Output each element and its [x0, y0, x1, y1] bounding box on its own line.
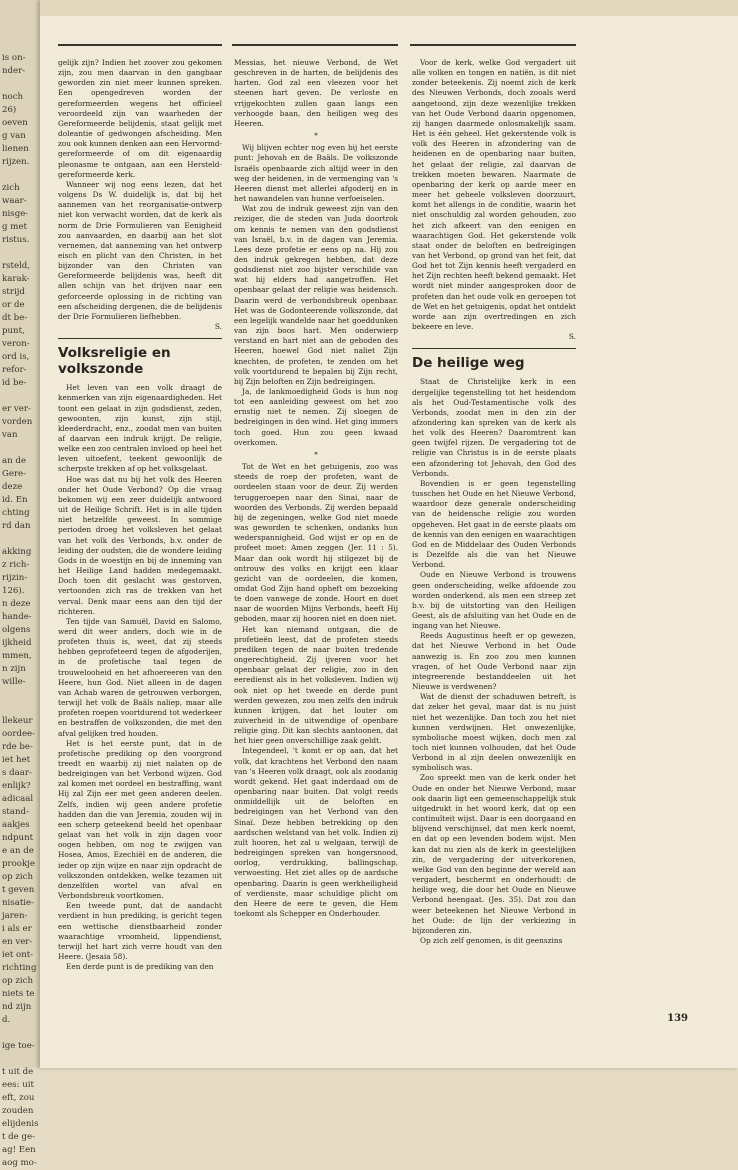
paragraph: Een tweede punt, dat de aandacht verdient in hun prediking, is gericht tegen een wettische dienstbaarheid zonder waarachtige vroomheid, lippendienst, terwijl het hart zich verre houdt van den Heere. (Jesaia 58). [58, 901, 222, 961]
fragment-line: t uit de [2, 1067, 34, 1077]
fragment-line: strijd [2, 287, 25, 297]
fragment-line: aakjes [2, 820, 30, 830]
fragment-line: hande- [2, 612, 32, 622]
fragment-line: noch [2, 92, 24, 102]
fragment-line: g met [2, 222, 27, 232]
fragment-line: zich [2, 183, 20, 193]
fragment-line: i als er [2, 924, 32, 934]
fragment-line: richting [2, 963, 37, 973]
fragment-line: rde be- [2, 742, 33, 752]
paragraph: Tot de Wet en het getuigenis, zoo was steeds de roep der profeten, want de oordeelen staan voor de deur. Zij werden teruggeroepen naar den Sinai, naar de woorden des Verbonds. Zij werden bepaald bij de zegeningen, welke God niet moede was geworden te schenken, ondanks hun wederspannigheid. God wijst er op en de profeet moet: Amen zeggen (Jer. 11 : 5). Maar dan ook wordt hij stilgezet bij de ontrouw des volks en krijgt een klaar gezicht van de oordeelen, die komen, omdat God Zijn hand opheft om bezoeking te doen vanwege de zonde. Hoort en doet naar de woorden Mijns Verbonds, heeft Hij geboden, maar zij hooren niet en doen niet. [234, 462, 398, 624]
paragraph: Een derde punt is de prediking van den [66, 962, 214, 972]
fragment-line: vorden [2, 417, 33, 427]
fragment-line: niets te [2, 989, 35, 999]
fragment-line: 126). [2, 586, 25, 596]
fragment-line: ag! Een [2, 1145, 36, 1155]
page-number: 139 [667, 1013, 688, 1024]
fragment-line [2, 533, 40, 546]
column-rule [410, 44, 576, 46]
section-divider: * [314, 131, 318, 141]
fragment-line: refor- [2, 365, 27, 375]
column-3 [412, 58, 576, 946]
paragraph: Oude en Nieuwe Verbond is trouwens geen onderscheiding, welke afdoende zou worden onderkend, als men een streep zet b.v. bij de uitstorting van den Heiligen Geest, als de afsluiting van het Oude en de ingang van het Nieuwe. [412, 570, 576, 631]
fragment-line: rd dan [2, 521, 31, 531]
paragraph: Op zich zelf genomen, is dit geenszins [420, 935, 563, 945]
fragment-line: nd zijn [2, 1002, 32, 1012]
fragment-line: ndpunt [2, 833, 34, 843]
column-2 [234, 58, 398, 919]
fragment-line: e an de [2, 846, 34, 856]
fragment-line: jaren- [2, 911, 28, 921]
fragment-line: veron- [2, 339, 30, 349]
paragraph: Integendeel, 't komt er op aan, dat het volk, dat krachtens het Verbond den naam van 's Heeren volk draagt, ook als zoodanig wordt gekend. Het gaat inderdaad om de openbaring naar buiten. Dat volgt reeds onmiddellijk uit de beloften en bedreigingen van het Verbond van den Sinaï. Deze hebben betrekking op den aardschen welstand van het volk. Indien zij zult hooren, het zal u welgaan, terwijl de bedreigingen spreken van hongersnood, oorlog, verdrukking, ballingschap, verwoesting. Het ziet alles op de aardsche openbaring. Daarin is geen werkheiligheid of verdienste, maar schuldige plicht om den Heere de eere te geven, die Hem toekomt als Schepper en Onderhouder. [234, 746, 398, 918]
fragment-line: s daar- [2, 768, 32, 778]
top-margin [40, 0, 738, 16]
page [40, 0, 738, 1068]
fragment-line: ige toe- [2, 1041, 35, 1051]
signature: S. [214, 322, 222, 332]
paragraph: Zoo spreekt men van de kerk onder het Oude en onder het Nieuwe Verbond, maar ook daarin ligt een gemeenschappelijk stuk uitgedrukt in het woord kerk, dat op een continuïteit wijst. Daar is een doorgaand en blijvend verschijnsel, dat men kerk noemt, en dat op een levenden bodem wijst. Men kan dat nu zien als de kerk in geestelijken zin, de vergadering der uitverkorenen, welke God van den beginne der wereld aan vergadert, beschermt en onderhoudt: de heilige weg, die door het Oude en Nieuwe Verbond heengaat. (Jes. 35). Dat zou dan weer beteekenen het Nieuwe Verbond in het Oude: de lijn der verkiezing in bijzonderen zin. [412, 773, 576, 935]
fragment-line: er ver- [2, 404, 31, 414]
fragment-line: prookje [2, 859, 35, 869]
fragment-line: nder- [2, 66, 26, 76]
fragment-line: rijzen. [2, 157, 30, 167]
fragment-line: nisge- [2, 209, 29, 219]
fragment-line: dt be- [2, 313, 28, 323]
fragment-line: en ver- [2, 937, 33, 947]
fragment-line: ristus. [2, 235, 30, 245]
fragment-line: stand- [2, 807, 29, 817]
fragment-line: chting [2, 508, 30, 518]
fragment-line: g van [2, 131, 26, 141]
fragment-line [2, 442, 40, 455]
fragment-line: or de [2, 300, 25, 310]
fragment-line: waar- [2, 196, 27, 206]
fragment-line: wille- [2, 677, 26, 687]
paragraph: Wij blijven echter nog even bij het eerste punt: Jehovah en de Baäls. De volkszonde Israëls openbaarde zich altijd weer in den weg der heidenen, in de vermenging van 's Heeren dienst met allerlei afgoderij en in het nawandelen van hunne verfoeiselen. [234, 143, 398, 204]
paragraph: Messias, het nieuwe Verbond, de Wet geschreven in de harten, de belijdenis des harten. God zal een vleezen voor het steenen hart geven. De verloste en vrijgekochten zullen gaan langs een verhoogde baan, den heiligen weg des Heeren. [234, 58, 398, 128]
fragment-line: nisatie- [2, 898, 35, 908]
fragment-line: mmen, [2, 651, 32, 661]
fragment-line: n deze [2, 599, 31, 609]
fragment-line: elijdenis [2, 1119, 39, 1129]
fragment-line: Gere- [2, 469, 27, 479]
fragment-line [2, 1053, 40, 1066]
fragment-line: an de [2, 456, 26, 466]
fragment-line: van [2, 430, 18, 440]
fragment-line: id be- [2, 378, 27, 388]
fragment-line: op zich [2, 976, 34, 986]
fragment-line: adicaal [2, 794, 34, 804]
column-rule [58, 44, 222, 46]
paragraph: Hoe was dat nu bij het volk des Heeren onder het Oude Verbond? Op die vraag bekomen wij een zeer duidelijk antwoord uit de Heilige Schrift. Het is in alle tijden niet hetzelfde geweest. In sommige perioden droeg het volksleven het gelaat van het volk des Verbonds, b.v. onder de leiding der oudsten, die de wondere leiding Gods in de woestijn en bij de inneming van het Heilige Land hadden medegemaakt. Doch toen dit geslacht was gestorven, vertoonden zich ras de trekken van het verval. Denk maar eens aan den tijd der richteren. [58, 474, 222, 616]
fragment-line: oeven [2, 118, 28, 128]
fragment-line: op zich [2, 872, 34, 882]
fragment-line: t geven [2, 885, 35, 895]
column-1 [58, 58, 222, 972]
fragment-line: ijkheid [2, 638, 32, 648]
fragment-line: id. En [2, 495, 28, 505]
fragment-line [2, 247, 40, 260]
fragment-line: iet het [2, 755, 31, 765]
fragment-line: olgens [2, 625, 31, 635]
fragment-line: ord is, [2, 352, 30, 362]
column-rule [232, 44, 398, 46]
fragment-line: lienen [2, 144, 29, 154]
fragment-line: z rich- [2, 560, 30, 570]
fragment-line: is on- [2, 53, 26, 63]
paragraph: Reeds Augustinus heeft er op gewezen, dat het Nieuwe Verbond in het Oude aanwezig is. En zoo zou men kunnen vragen, of het Oude Verbond naar zijn integreerende bestanddeelen uit het Nieuwe is verdwenen? [412, 631, 576, 692]
fragment-line: karak- [2, 274, 30, 284]
paragraph: Ja, de lankmoedigheid Gods is hun nog tot een aanleiding geweest om het zoo ernstig niet te nemen. Zij sloegen de bedreigingen in den wind. Het ging immers toch goed. Hun zou geen kwaad overkomen. [234, 387, 398, 447]
adjacent-page-edge [0, 0, 40, 1168]
article-heading: Volksreligie en volkszonde [58, 338, 222, 377]
fragment-line: eft, zou [2, 1093, 35, 1103]
paragraph: Het kan niemand ontgaan, die de profetieën leest, dat de profeten steeds prediken tegen de naar buiten tredende ongerechtigheid. Zij ijveren voor het openbaar gelaat der religie, zoo in den eeredienst als in het volksleven. Indien wij ook niet op het tweede en derde punt werden gewezen, zou men zelfs den indruk kunnen krijgen, dat het louter om zuiverheid in de uitwendige of openbare religie ging. Dit kan slechts aantoonen, dat het hier geen onverschillige zaak geldt. [234, 624, 398, 746]
paragraph: Bovendien is er geen tegenstelling tusschen het Oude en het Nieuwe Verbond, waardoor deze generale onderscheiding van de heidensche religie zou worden opgeheven. Het gaat in de eerste plaats om de kennis van den eenigen en waarachtigen God en de Middelaar des Ouden Verbonds is Dezelfde als die van het Nieuwe Verbond. [412, 478, 576, 570]
fragment-line: ees: uit [2, 1080, 34, 1090]
paragraph: Het leven van een volk draagt de kenmerken van zijn eigenaardigheden. Het toont een gelaat in zijn godsdienst, zeden, gewoonten, zijn kunst, zijn stijl, kleederdracht, enz., zoodat men van buiten af daarvan een indruk krijgt. De religie, welke een zoo centralen invloed op heel het leven uitoefent, teekent gewoonlijk de scherpste trekken af op het volksgelaat. [58, 383, 222, 474]
paragraph: Wat de dienst der schaduwen betreft, is dat zeker het geval, maar dat is nu juist niet het wezenlijke. Dan toch zou het niet kunnen verdwijnen. Het onwezenlijke, symbolische moest wijken, doch men zal toch niet kunnen volhouden, dat het Oude Verbond in al zijn deelen onwezenlijk en symbolisch was. [412, 692, 576, 773]
fragment-line: iet ont- [2, 950, 34, 960]
fragment-line [2, 78, 40, 91]
paragraph: Het is het eerste punt, dat in de profetische prediking op den voorgrond treedt en waarbij zij niet nalaten op de bedreigingen van het Verbond wijzen. God zal komen met oordeel en bestraffing, want Hij zal Zijn eer met geen anderen deelen. Zelfs, indien wij geen andere profetie hadden dan die van Jeremia, zouden wij in een scherp geteekend beeld het openbaar gelaat van het volk in zijn dagen voor oogen hebben, om nog te zwijgen van Hosea, Amos, Ezechiël en de anderen, die ieder op zijn wijze en naar zijn opdracht de volkszonden ontdekken, welke tezamen uit denzelfden wortel van afval en Verbondsbreuk voortkomen. [58, 738, 222, 901]
fragment-line: enlijk? [2, 781, 31, 791]
article-heading: De heilige weg [412, 348, 576, 371]
fragment-line: punt, [2, 326, 25, 336]
paragraph: Ten tijde van Samuël, David en Salomo, werd dit weer anders, doch wie in de profeten thuis is, weet, dat zij steeds hebben geprofeteerd tegen de afgoderijen, in de profetische taal tegen de trouwelooheid en het afhoereeren van den Heere, hun God. Niet alleen in de dagen van Achab waren de getrouwen verborgen, terwijl het volk de Baäls naliep, maar alle profeten roepen voortdurend tot wederkeer en bestraffen de volkszonden, die met den afval gelijken tred houden. [58, 616, 222, 738]
paragraph: Staat de Christelijke kerk in een dergelijke tegenstelling tot het heidendom als het Oud-Testamentische volk des Verbonds, zoodat men in den zin der afzondering kan spreken van de kerk als het volk des Heeren? Daaromtrent kan geen twijfel rijzen. De vergadering tot de religie van Christus is in de eerste plaats een afzondering tot Jehovah, den God des Verbonds. [412, 377, 576, 478]
fragment-line [2, 1027, 40, 1040]
fragment-line: deze [2, 482, 23, 492]
fragment-line: t de ge- [2, 1132, 35, 1142]
paragraph: gelijk zijn? Indien het zoover zou gekomen zijn, zou men daarvan in den gangbaar geworden zin niet meer kunnen spreken. Een opengedreven worden der gereformeerden wegens het officieel veroordeeld zijn van waarheden der Gereformeerde belijdenis, staat gelijk met doleantie of gedwongen afscheiding. Men zou ook kunnen denken aan een Hervormd-gereformeerde of om dit eigenaardig pleonasme te ontgaan, aan een Hersteld-gereformeerde kerk. [58, 58, 222, 179]
fragment-line: aog mo- [2, 1158, 37, 1168]
fragment-line [2, 390, 40, 403]
fragment-line: llekeur [2, 716, 33, 726]
fragment-line: oordee- [2, 729, 36, 739]
fragment-line: n zijn [2, 664, 26, 674]
fragment-line: zouden [2, 1106, 34, 1116]
fragment-line: rijzin- [2, 573, 28, 583]
fragment-line [2, 689, 40, 702]
fragment-line [2, 702, 40, 715]
section-divider: * [314, 449, 318, 459]
fragment-line [2, 169, 40, 182]
fragment-line: akking [2, 547, 32, 557]
fragment-line: 26) [2, 105, 17, 115]
signature: S. [568, 332, 576, 342]
paragraph: Wanneer wij nog eens lezen, dat het volgens Ds W. duidelijk is, dat bij het aannemen van het reorganisatie-ontwerp niet kon verwacht worden, dat de kerk als norm de Drie Formulieren van Eenigheid zou aanvaarden, en daarbij aan het slot vernemen, dat aanneming van het ontwerp eisch en plicht van den Christen, in het bijzonder van den Christen van Gereformeerde belijdenis was, heeft dit allen schijn van het drijven naar een geforceerde oplossing in de richting van een afscheiding dergenen, die de belijdenis der Drie Formulieren liefhebben. [58, 179, 222, 321]
fragment-line: d. [2, 1015, 11, 1025]
fragment-line: rsteld, [2, 261, 31, 271]
paragraph: Wat zou de indruk geweest zijn van den reiziger, die de steden van Juda doortrok om kennis te nemen van den godsdienst van Israël, b.v. in de dagen van Jeremia. Lees deze profetie er eens op na. Hij zou den indruk gekregen hebben, dat deze godsdienst niet zoo bijster verschilde van wat hij elders had aangetroffen. Het openbaar gelaat der religie was heidensch. Daarin werd de verbondsbreuk openbaar. Het was de Godonteerende volkszonde, dat een legelijk wandelde naar het goeddunken van zijn boos hart. Men onderwierp verstand en hart niet aan de geboden des Heeren, hoewel God niet naliet Zijn knechten, de profeten, te zenden om het volk voortdurend te bepalen bij Zijn recht, bij Zijn beloften en Zijn bedreigingen. [234, 204, 398, 386]
adjacent-page-fragments [0, 0, 40, 1170]
paragraph: Voor de kerk, welke God vergadert uit alle volken en tongen en natiën, is dit niet zonder beteekenis. Zij noemt zich de kerk des Nieuwen Verbonds, doch zooals werd aangetoond, zijn deze wezenlijke trekken van het Oude Verbond daarin opgenomen, zij hangen daarmede onlosmakelijk saam. Het is één geheel. Het gekerstende volk is volk des Heeren in afzondering van de heidenen en de openbaring naar buiten, het gelaat der religie, zal daarvan de trekken moeten bewaren. Naarmate de openbaring der kerk op aarde meer en meer het geheele volksleven doorzuurt, komt het allengs in de conditie, waarin het niet onschuldig zal worden gehouden, zoo het zich afkeert van den eenigen en waarachtigen God. Het gekerstende volk staat onder de beloften en bedreigingen van het Verbond, op grond van het feit, dat God het tot Zijn kennis heeft vergaderd en het Zijn rechten heeft bekend gemaakt. Het wordt niet minder aangesproken door de profeten dan het oude volk en geroepen tot de Wet en het getuigenis, opdat het ontdekt worde aan zijn overtredingen en zich bekeere en leve. [412, 58, 576, 332]
